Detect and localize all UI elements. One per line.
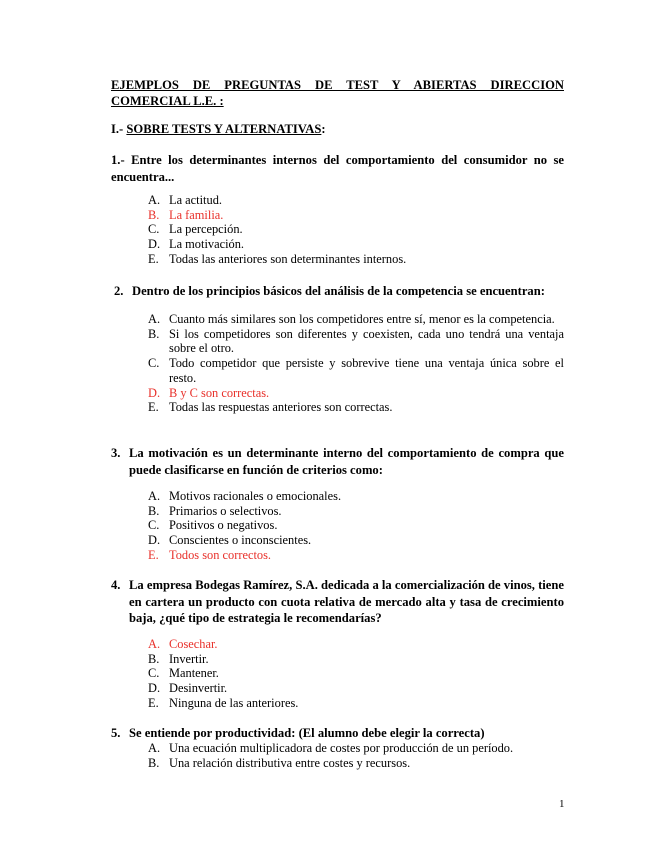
question-3-options: [148, 489, 564, 563]
option-letter: A.: [148, 637, 161, 651]
page-number: 1: [559, 798, 565, 810]
option-letter: D.: [148, 237, 161, 252]
option-letter: E.: [148, 251, 159, 266]
option-letter: A.: [148, 741, 161, 755]
option-letter: A.: [148, 489, 161, 503]
option-text: Motivos racionales o emocionales.: [169, 489, 342, 503]
option-1c: [148, 222, 564, 237]
document-title: [111, 77, 564, 109]
title-line-2: COMERCIAL L.E. :: [111, 94, 224, 108]
option-letter: D.: [148, 533, 161, 548]
option-2c: [148, 356, 564, 385]
question-text: La empresa Bodegas Ramírez, S.A. dedicada a la comercialización de vinos, tiene en cartera un producto con cuota relativa de mercado alta y tasa de crecimiento baja, ¿qué tipo de estrategia le recomendarías?: [129, 578, 564, 625]
section-title: SOBRE TESTS Y ALTERNATIVAS: [126, 122, 322, 136]
option-4a-correct: [148, 637, 564, 652]
option-text: Conscientes o inconscientes.: [169, 533, 312, 548]
option-text: Una ecuación multiplicadora de costes por producción de un período.: [169, 741, 514, 755]
section-heading: [111, 121, 326, 137]
option-1b-correct: [148, 208, 564, 223]
option-text: Desinvertir.: [169, 681, 228, 696]
option-4c: [148, 666, 564, 681]
question-text: Se entiende por productividad: (El alumno debe elegir la correcta): [129, 726, 485, 740]
option-5a: [148, 741, 564, 756]
option-letter: D.: [148, 385, 161, 400]
option-4b: [148, 652, 564, 667]
option-3b: [148, 504, 564, 519]
title-line-1: EJEMPLOS DE PREGUNTAS DE TEST Y ABIERTAS DIRECCION: [111, 78, 564, 92]
option-letter: B.: [148, 207, 160, 222]
option-letter: B.: [148, 755, 160, 770]
option-text: La percepción.: [169, 222, 243, 237]
option-letter: A.: [148, 312, 161, 326]
option-text: Si los competidores son diferentes y coexisten, cada uno tendrá una ventaja sobre el otro.: [169, 326, 564, 356]
question-text: Entre los determinantes internos del comportamiento del consumidor no se encuentra...: [111, 153, 564, 184]
option-3d: [148, 533, 564, 548]
option-text: Cuanto más similares son los competidores entre sí, menor es la competencia.: [169, 312, 555, 326]
question-5-options: [148, 741, 564, 770]
option-letter: B.: [148, 326, 160, 341]
option-1a: [148, 193, 564, 208]
option-text: La familia.: [169, 207, 224, 222]
question-1: [111, 152, 564, 185]
option-text: Todas las respuestas anteriores son correctas.: [169, 400, 393, 415]
question-text: La motivación es un determinante interno del comportamiento de compra que puede clasificarse en función de criterios como:: [129, 446, 564, 477]
section-suffix: :: [321, 122, 326, 136]
question-3: [111, 445, 564, 478]
option-3e-correct: [148, 548, 564, 563]
question-5: [111, 725, 564, 742]
option-3a: [148, 489, 564, 504]
option-text: Primarios o selectivos.: [169, 503, 282, 518]
question-number: 3.: [111, 446, 121, 460]
option-text: Todo competidor que persiste y sobrevive tiene una ventaja única sobre el resto.: [169, 356, 564, 385]
option-letter: A.: [148, 193, 161, 207]
option-5b: [148, 756, 564, 771]
option-1e: [148, 252, 564, 267]
option-text: Todos son correctos.: [169, 547, 272, 562]
option-2e: [148, 400, 564, 415]
question-2-options: [148, 312, 564, 415]
option-2d-correct: [148, 386, 564, 401]
option-text: Cosechar.: [169, 637, 218, 651]
option-text: Mantener.: [169, 666, 219, 681]
option-text: Positivos o negativos.: [169, 518, 278, 533]
option-4d: [148, 681, 564, 696]
section-prefix: I.-: [111, 122, 124, 136]
option-letter: D.: [148, 681, 161, 696]
question-2: [114, 283, 567, 300]
option-text: La motivación.: [169, 237, 245, 252]
question-number: 1.-: [111, 153, 125, 167]
option-1d: [148, 237, 564, 252]
option-letter: C.: [148, 666, 160, 681]
option-3c: [148, 518, 564, 533]
question-4-options: [148, 637, 564, 711]
option-letter: E.: [148, 695, 159, 710]
option-2a: [148, 312, 564, 327]
question-text: Dentro de los principios básicos del análisis de la competencia se encuentran:: [132, 284, 545, 298]
option-4e: [148, 696, 564, 711]
option-letter: E.: [148, 400, 159, 415]
question-1-options: [148, 193, 564, 267]
question-4: [111, 577, 564, 627]
question-number: 5.: [111, 726, 121, 740]
option-text: La actitud.: [169, 193, 222, 207]
option-text: Invertir.: [169, 651, 209, 666]
option-2b: [148, 327, 564, 356]
option-letter: E.: [148, 547, 159, 562]
option-text: Ninguna de las anteriores.: [169, 695, 299, 710]
question-number: 2.: [114, 284, 124, 298]
option-letter: B.: [148, 651, 160, 666]
option-text: B y C son correctas.: [169, 385, 270, 400]
option-text: Una relación distributiva entre costes y recursos.: [169, 755, 411, 770]
option-text: Todas las anteriores son determinantes internos.: [169, 251, 407, 266]
option-letter: C.: [148, 222, 160, 237]
question-number: 4.: [111, 578, 121, 592]
option-letter: C.: [148, 356, 160, 371]
option-letter: C.: [148, 518, 160, 533]
option-letter: B.: [148, 503, 160, 518]
